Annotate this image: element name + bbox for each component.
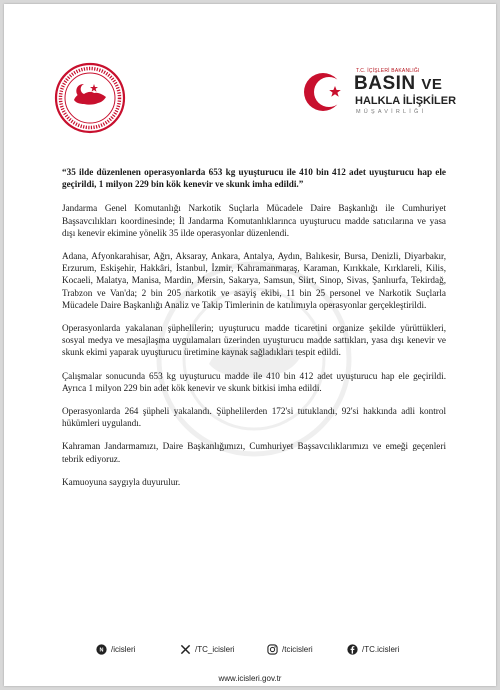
social-link-facebook[interactable]: [347, 644, 399, 655]
social-handle: /TC_icisleri: [195, 645, 235, 654]
social-link-x[interactable]: [180, 644, 235, 655]
social-handle: /tcicisleri: [282, 645, 313, 654]
press-release-body: [62, 166, 446, 499]
social-handle: /TC.icisleri: [362, 645, 400, 654]
paragraph: Adana, Afyonkarahisar, Ağrı, Aksaray, Ankara, Antalya, Aydın, Balıkesir, Bursa, Denizli, Diyarbakır, Erzurum, Eskişehir, Hakkâri, İstanbul, İzmir, Kahramanmaraş, Karaman, Kırıkkale, Kırklareli, Kilis, Kocaeli, Malatya, Manisa, Mardin, Mersin, Sakarya, Samsun, Siirt, Sinop, Sivas, Şanlıurfa, Tekirdağ, Trabzon ve Van'da; 2 bin 205 narkotik ve asayiş ekibi, 11 bin 25 personel ve Narkotik Suçlarla Mücadele Daire Başkanlığı Analiz ve Takip Timlerinin de katılımıyla operasyonlar gerçekleştirildi.: [62, 251, 446, 310]
brand-ministry-text: T.C. İÇİŞLERİ BAKANLIĞI: [356, 68, 420, 74]
social-footer: [4, 644, 496, 658]
paragraph: Operasyonlarda 264 şüpheli yakalandı. Şüphelilerden 172'si tutuklandı, 92'si hakkında adli kontrol hükümleri uygulandı.: [62, 406, 446, 429]
paragraph: Operasyonlarda yakalanan şüphelilerin; uyuşturucu madde ticaretini organize şekilde yürüttükleri, sosyal medya ve mesajlaşma uygulamaları üzerinden uyuşturucu madde sattıkları, yasa dışı kenevir ve skunk ekimi yaparak uyuşturucu üretimine kaynak sağladıkları tespit edildi.: [62, 323, 446, 358]
paragraph: Jandarma Genel Komutanlığı Narkotik Suçlarla Mücadele Daire Başkanlığı ile Cumhuriyet Başsavcılıkları koordinesinde; İl Jandarma Komutanlıklarınca uyuşturucu madde satıcılarına ve yasa dışı kenevir ekimine yönelik 35 ilde operasyonlar düzenlendi.: [62, 203, 446, 238]
social-link-nsosyal[interactable]: [96, 644, 135, 655]
nsosyal-icon: [96, 644, 107, 655]
social-handle: /icisleri: [111, 645, 136, 654]
brand-title: [354, 73, 442, 95]
instagram-icon: [267, 644, 278, 655]
x-icon: [180, 644, 191, 655]
brand-title-ve: VE: [421, 76, 443, 93]
headline: “35 ilde düzenlenen operasyonlarda 653 kg uyuşturucu ile 410 bin 412 adet uyuşturucu hap ele geçirildi, 1 milyon 229 bin kök kenevir ve skunk imha edildi.”: [62, 167, 446, 190]
brand-office: MÜŞAVİRLİĞİ: [356, 109, 427, 115]
paragraph: Kamuoyuna saygıyla duyurulur.: [62, 476, 181, 487]
brand-logo: [302, 68, 462, 120]
social-link-instagram[interactable]: [267, 644, 313, 655]
crescent-star-logo-icon: [302, 70, 346, 114]
facebook-icon: [347, 644, 358, 655]
brand-subtitle: HALKLA İLİŞKİLER: [355, 95, 457, 107]
paragraph: Kahraman Jandarmamızı, Daire Başkanlığımızı, Cumhuriyet Başsavcılıklarımızı ve emeği geçenleri tebrik ediyoruz.: [62, 441, 446, 464]
paragraph: Çalışmalar sonucunda 653 kg uyuşturucu madde ile 410 bin 412 adet uyuşturucu hap ele geçirildi. Ayrıca 1 milyon 229 bin adet kök kenevir ve skunk bitkisi imha edildi.: [62, 370, 446, 393]
website-link[interactable]: www.icisleri.gov.tr: [218, 674, 282, 683]
svg-text:N: N: [99, 647, 104, 654]
ministry-seal-icon: [54, 62, 126, 134]
press-release-page: [4, 4, 496, 686]
brand-title-main: BASIN: [354, 73, 416, 94]
